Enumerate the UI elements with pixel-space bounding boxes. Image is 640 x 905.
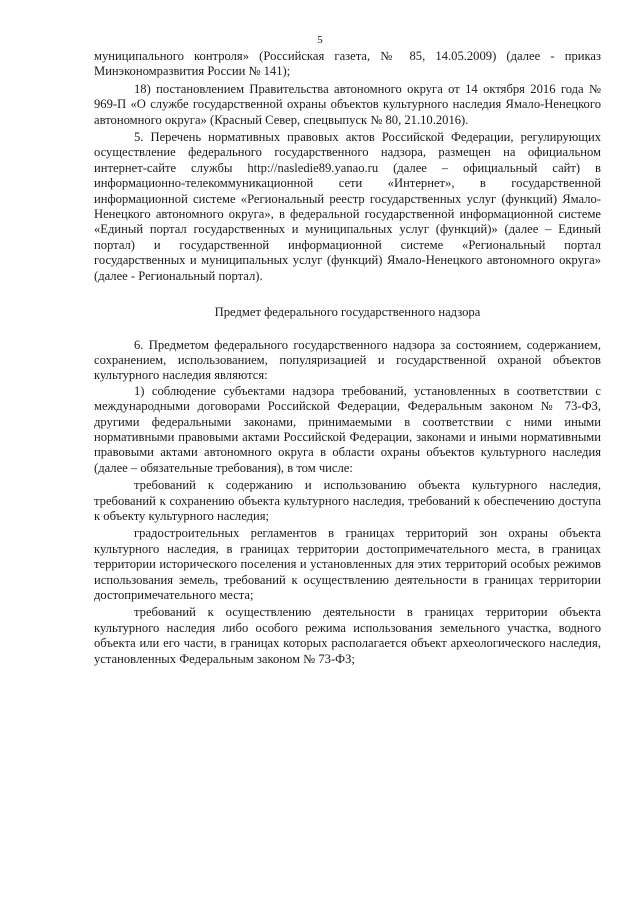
paragraph-6: 6. Предметом федерального государственного надзора за состоянием, содержанием, сохранением, использованием, популяризацией и государственной охраной объектов культурного наследия являются:	[94, 337, 601, 383]
paragraph-item-1: 1) соблюдение субъектами надзора требований, установленных в соответствии с международными договорами Российской Федерации, Федеральным законом № 73-ФЗ, другими федеральными законами, принимаемыми в соответствии с ними иными нормативными правовыми актами Российской Федерации, законами и иными нормативными правовыми актами автономного округа в области охраны объектов культурного наследия (далее – обязательные требования), в том числе:	[94, 383, 601, 475]
paragraph-item-18: 18) постановлением Правительства автономного округа от 14 октября 2016 года № 969-П «О службе государственной охраны объектов культурного наследия Ямало-Ненецкого автономного округа» (Красный Север, спецвыпуск № 80, 21.10.2016).	[94, 81, 601, 127]
page-number: 5	[317, 34, 323, 46]
paragraph-5: 5. Перечень нормативных правовых актов Российской Федерации, регулирующих осуществление федерального государственного надзора, размещен на официальном интернет-сайте службы http://nasledie89.yanao.ru (далее – официальный сайт) в информационно-телекоммуникационной сети «Интернет», в государственной информационной системе «Региональный реестр государственных услуг (функций) Ямало-Ненецкого автономного округа», в федеральной государственной информационной системе «Единый портал государственных и муниципальных услуг (функций)» (далее – Единый портал) и государственной информационной системе «Региональный портал государственных и муниципальных услуг (функций) Ямало-Ненецкого автономного округа» (далее - Региональный портал).	[94, 130, 601, 283]
paragraph-continuation: муниципального контроля» (Российская газета, № 85, 14.05.2009) (далее - приказ Минэкономразвития России № 141);	[94, 49, 601, 79]
paragraph-requirement-3: требований к осуществлению деятельности в границах территории объекта культурного наследия либо особого режима использования земельного участка, водного объекта или его части, в границах которых располагается объект археологического наследия, установленных Федеральным законом № 73-ФЗ;	[94, 605, 601, 666]
document-body	[94, 49, 601, 667]
paragraph-requirement-1: требований к содержанию и использованию объекта культурного наследия, требований к сохранению объекта культурного наследия, требований к обеспечению доступа к объекту культурного наследия;	[94, 478, 601, 523]
paragraph-requirement-2: градостроительных регламентов в границах территорий зон охраны объекта культурного наследия, в границах территории достопримечательного места, в границах территории исторического поселения и установленных для этих территорий особых режимов использования земель, требований к осуществлению деятельности в границах территории достопримечательного места;	[94, 526, 601, 602]
section-heading: Предмет федерального государственного надзора	[214, 305, 481, 320]
